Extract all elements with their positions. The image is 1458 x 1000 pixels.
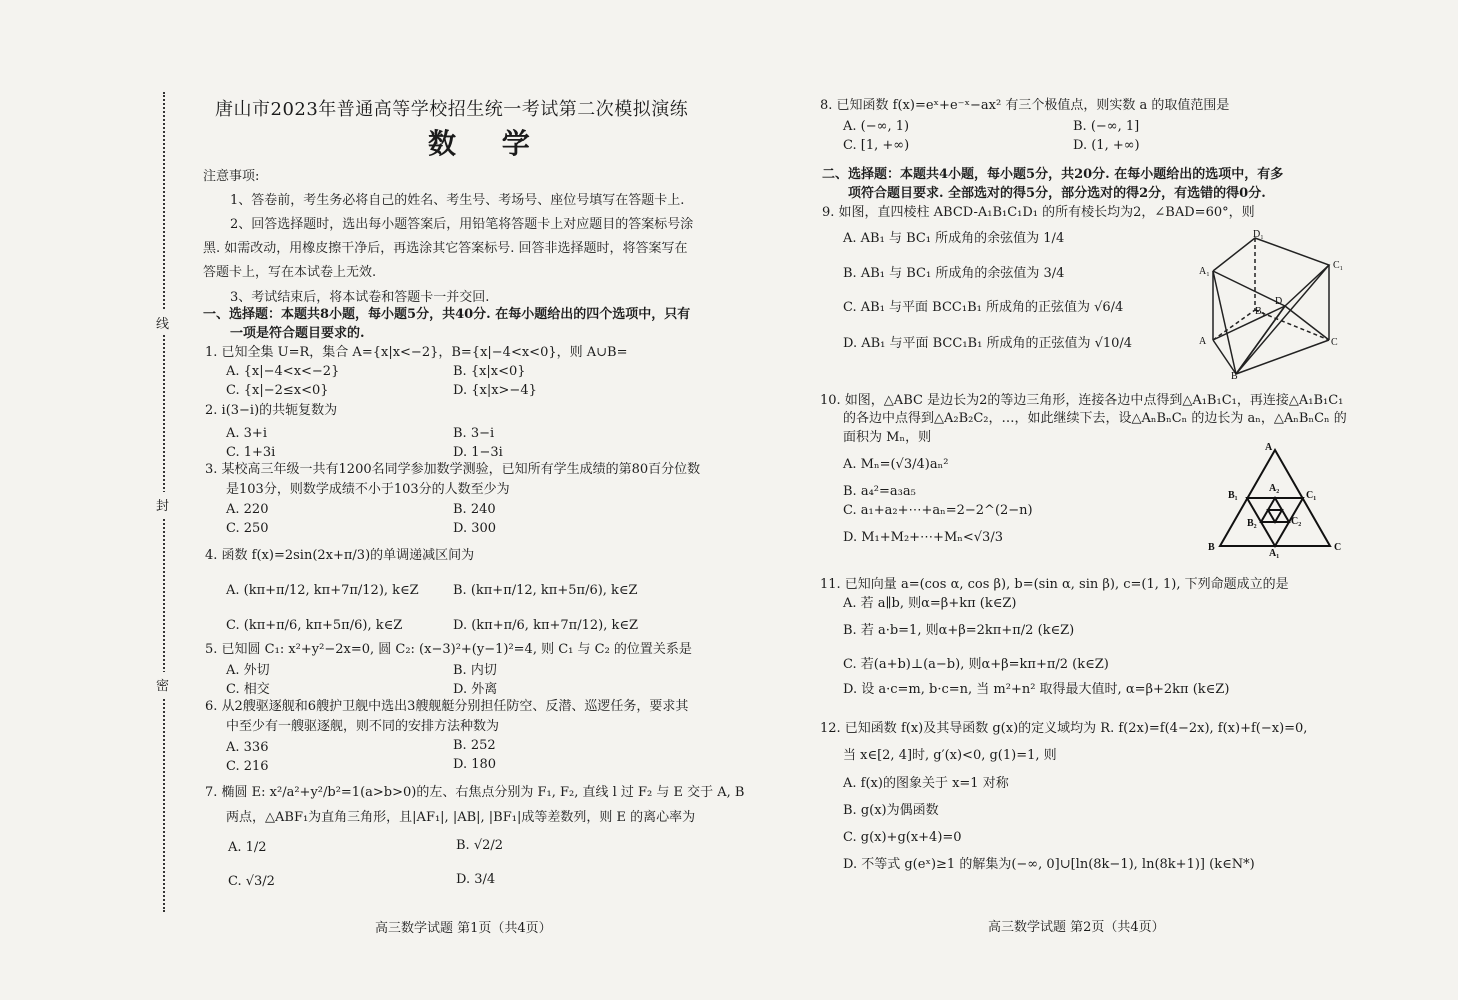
- question-3-cont: 是103分，则数学成绩不小于103分的人数至少为: [226, 482, 510, 497]
- q4-option-d: D. (kπ+π/6, kπ+7π/12), k∈Z: [453, 618, 638, 633]
- q1-option-b: B. {x|x<0}: [453, 364, 526, 379]
- q5-option-c: C. 相交: [226, 682, 270, 697]
- tri-label-a: A: [1265, 442, 1273, 453]
- q11-option-c: C. 若(a+b)⊥(a−b), 则α+β=kπ+π/2 (k∈Z): [843, 657, 1109, 672]
- q9-option-b: B. AB₁ 与 BC₁ 所成角的余弦值为 3/4: [843, 266, 1065, 281]
- tri-label-b2: B₂: [1247, 518, 1257, 529]
- prism-label-d: D: [1275, 296, 1283, 307]
- q4-option-b: B. (kπ+π/12, kπ+5π/6), k∈Z: [453, 583, 638, 598]
- binding-label-secret: 密: [156, 672, 169, 697]
- q1-option-c: C. {x|−2≤x<0}: [226, 383, 329, 398]
- q6-option-d: D. 180: [453, 757, 497, 772]
- tri-label-b1: B₁: [1228, 490, 1238, 501]
- q10-option-d: D. M₁+M₂+⋯+Mₙ<√3/3: [843, 530, 1003, 545]
- q11-option-b: B. 若 a·b=1, 则α+β=2kπ+π/2 (k∈Z): [843, 623, 1075, 638]
- section-1-header: 一、选择题：本题共8小题，每小题5分，共40分. 在每小题给出的四个选项中，只有: [203, 307, 691, 322]
- tri-label-c2: C₂: [1291, 516, 1302, 527]
- question-7-cont: 两点，△ABF₁为直角三角形，且|AF₁|, |AB|, |BF₁|成等差数列，则 E 的离心率为: [226, 810, 696, 825]
- tri-label-b: B: [1208, 542, 1215, 553]
- q9-option-a: A. AB₁ 与 BC₁ 所成角的余弦值为 1/4: [843, 231, 1065, 246]
- question-6: 6. 从2艘驱逐舰和6艘护卫舰中选出3艘舰艇分别担任防空、反潜、巡逻任务，要求其: [205, 699, 689, 714]
- exam-title: 唐山市2023年普通高等学校招生统一考试第二次模拟演练: [215, 99, 689, 120]
- q12-option-c: C. g(x)+g(x+4)=0: [843, 830, 962, 845]
- question-9: 9. 如图，直四棱柱 ABCD-A₁B₁C₁D₁ 的所有棱长均为2，∠BAD=60°，则: [822, 205, 1255, 220]
- q10-option-a: A. Mₙ=(√3/4)aₙ²: [843, 457, 949, 472]
- notice-2-end: 答题卡上，写在本试卷上无效.: [203, 265, 377, 280]
- q4-option-a: A. (kπ+π/12, kπ+7π/12), k∈Z: [226, 583, 419, 598]
- q2-option-b: B. 3−i: [453, 426, 495, 441]
- question-6-cont: 中至少有一艘驱逐舰，则不同的安排方法种数为: [226, 719, 500, 734]
- q9-option-d: D. AB₁ 与平面 BCC₁B₁ 所成角的正弦值为 √10/4: [843, 336, 1133, 351]
- q3-option-c: C. 250: [226, 521, 269, 536]
- prism-label-b: B: [1231, 371, 1238, 380]
- prism-figure: [1195, 228, 1345, 380]
- q11-option-a: A. 若 a∥b, 则α=β+kπ (k∈Z): [843, 596, 1017, 611]
- q5-option-a: A. 外切: [226, 663, 270, 678]
- q12-option-a: A. f(x)的图象关于 x=1 对称: [843, 776, 1009, 791]
- prism-label-d1: D₁: [1253, 229, 1264, 240]
- section-1-header-cont: 一项是符合题目要求的.: [230, 326, 365, 341]
- q12-option-d: D. 不等式 g(eˣ)≥1 的解集为(−∞, 0]∪[ln(8k−1), ln(8k+1)] (k∈N*): [843, 857, 1255, 872]
- tri-label-a2: A₂: [1269, 483, 1280, 494]
- question-10-cont: 的各边中点得到△A₂B₂C₂，…，如此继续下去，设△AₙBₙCₙ 的边长为 aₙ，△AₙBₙCₙ 的: [843, 411, 1347, 426]
- question-2: 2. i(3−i)的共轭复数为: [205, 403, 338, 418]
- section-2-header: 二、选择题：本题共4小题，每小题5分，共20分. 在每小题给出的选项中，有多: [822, 167, 1284, 182]
- q5-option-d: D. 外离: [453, 682, 498, 697]
- question-8: 8. 已知函数 f(x)=eˣ+e⁻ˣ−ax² 有三个极值点，则实数 a 的取值范围是: [820, 98, 1230, 113]
- q7-option-d: D. 3/4: [456, 872, 496, 887]
- question-1: 1. 已知全集 U=R，集合 A={x|x<−2}，B={x|−4<x<0}，则 A∪B=: [205, 345, 628, 360]
- q3-option-a: A. 220: [226, 502, 269, 517]
- q6-option-c: C. 216: [226, 759, 269, 774]
- prism-label-b1: B₁: [1255, 306, 1266, 317]
- notice-2-cont: 黑. 如需改动，用橡皮擦干净后，再选涂其它答案标号. 回答非选择题时，将答案写在: [203, 241, 688, 256]
- q4-option-c: C. (kπ+π/6, kπ+5π/6), k∈Z: [226, 618, 403, 633]
- q7-option-c: C. √3/2: [228, 874, 275, 889]
- prism-label-a: A: [1199, 336, 1207, 347]
- binding-label-line: 线: [156, 310, 169, 335]
- q8-option-d: D. (1, +∞): [1073, 138, 1140, 153]
- page-2-footer: 高三数学试题 第2页（共4页）: [988, 920, 1165, 935]
- binding-label-seal: 封: [156, 492, 169, 517]
- q12-option-b: B. g(x)为偶函数: [843, 803, 939, 818]
- notice-heading: 注意事项:: [203, 169, 260, 184]
- q8-option-a: A. (−∞, 1): [843, 119, 910, 134]
- question-10-end: 面积为 Mₙ，则: [843, 430, 932, 445]
- q6-option-b: B. 252: [453, 738, 496, 753]
- question-4: 4. 函数 f(x)=2sin(2x+π/3)的单调递减区间为: [205, 548, 475, 563]
- q8-option-c: C. [1, +∞): [843, 138, 910, 153]
- q11-option-d: D. 设 a·c=m, b·c=n, 当 m²+n² 取得最大值时, α=β+2kπ (k∈Z): [843, 682, 1230, 697]
- question-12: 12. 已知函数 f(x)及其导函数 g(x)的定义域均为 R. f(2x)=f(4−2x), f(x)+f(−x)=0,: [820, 721, 1308, 736]
- tri-label-a1: A₁: [1269, 548, 1280, 558]
- q9-option-c: C. AB₁ 与平面 BCC₁B₁ 所成角的正弦值为 √6/4: [843, 300, 1124, 315]
- notice-3: 3、考试结束后，将本试卷和答题卡一并交回.: [230, 290, 490, 305]
- q2-option-c: C. 1+3i: [226, 445, 276, 460]
- q1-option-d: D. {x|x>−4}: [453, 383, 537, 398]
- q3-option-b: B. 240: [453, 502, 496, 517]
- q10-option-c: C. a₁+a₂+⋯+aₙ=2−2^(2−n): [843, 503, 1033, 518]
- q1-option-a: A. {x|−4<x<−2}: [226, 364, 340, 379]
- question-10: 10. 如图，△ABC 是边长为2的等边三角形，连接各边中点得到△A₁B₁C₁，再连接△A₁B₁C₁: [820, 393, 1344, 408]
- triangle-figure: [1202, 440, 1352, 558]
- q8-option-b: B. (−∞, 1]: [1073, 119, 1140, 134]
- q2-option-d: D. 1−3i: [453, 445, 503, 460]
- prism-label-c1: C₁: [1333, 260, 1344, 271]
- prism-label-c: C: [1331, 337, 1338, 348]
- question-12-cont: 当 x∈[2, 4]时, g′(x)<0, g(1)=1, 则: [843, 748, 1057, 763]
- q3-option-d: D. 300: [453, 521, 497, 536]
- section-2-header-cont: 项符合题目要求. 全部选对的得5分，部分选对的得2分，有选错的得0分.: [848, 186, 1266, 201]
- notice-1: 1、答卷前，考生务必将自己的姓名、考生号、考场号、座位号填写在答题卡上.: [230, 193, 685, 208]
- q5-option-b: B. 内切: [453, 663, 497, 678]
- question-7: 7. 椭圆 E: x²/a²+y²/b²=1(a>b>0)的左、右焦点分别为 F₁, F₂, 直线 l 过 F₂ 与 E 交于 A, B: [205, 785, 745, 800]
- question-11: 11. 已知向量 a=(cos α, cos β), b=(sin α, sin β), c=(1, 1), 下列命题成立的是: [820, 577, 1289, 592]
- q7-option-b: B. √2/2: [456, 838, 504, 853]
- notice-2: 2、回答选择题时，选出每小题答案后，用铅笔将答题卡上对应题目的答案标号涂: [230, 217, 694, 232]
- page-1-footer: 高三数学试题 第1页（共4页）: [375, 921, 552, 936]
- question-3: 3. 某校高三年级一共有1200名同学参加数学测验，已知所有学生成绩的第80百分位数: [205, 462, 701, 477]
- q6-option-a: A. 336: [226, 740, 269, 755]
- prism-label-a1: A₁: [1199, 266, 1210, 277]
- question-5: 5. 已知圆 C₁: x²+y²−2x=0, 圆 C₂: (x−3)²+(y−1)²=4, 则 C₁ 与 C₂ 的位置关系是: [205, 642, 692, 657]
- subject-title: 数 学: [428, 127, 548, 160]
- q10-option-b: B. a₄²=a₃a₅: [843, 484, 916, 499]
- q2-option-a: A. 3+i: [226, 426, 267, 441]
- q7-option-a: A. 1/2: [228, 840, 267, 855]
- tri-label-c1: C₁: [1306, 490, 1317, 501]
- tri-label-c: C: [1334, 542, 1342, 553]
